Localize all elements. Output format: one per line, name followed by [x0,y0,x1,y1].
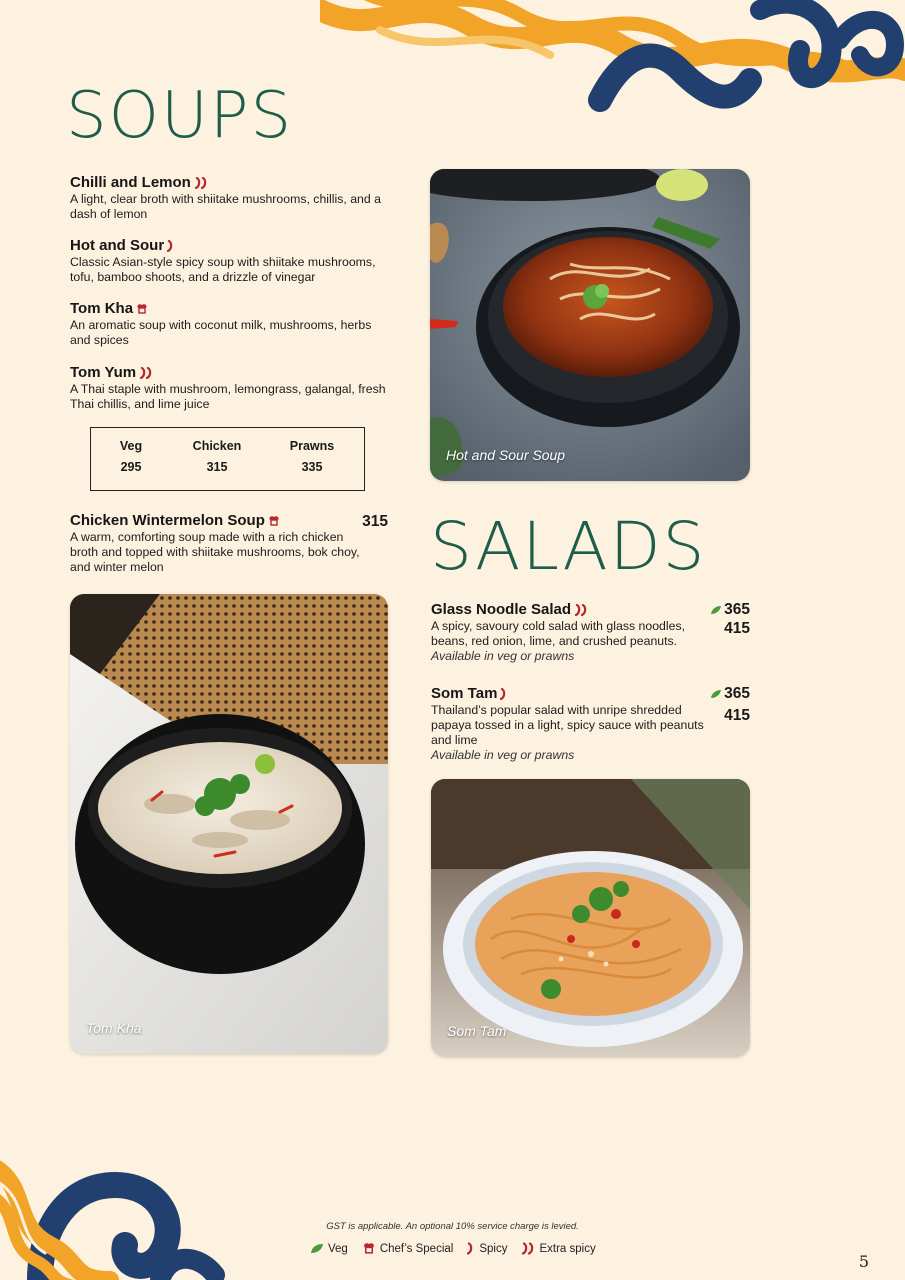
legend-label: Spicy [479,1242,508,1255]
item-price: 315 [362,513,388,530]
veg-price: 365 [724,685,750,702]
veg-leaf-icon [310,1243,324,1254]
menu-item-chicken-wintermelon-soup [70,512,370,575]
menu-item-som-tam [431,685,706,763]
salads-heading: SALADS [430,508,707,585]
soup-price-table [90,427,365,491]
item-description: A warm, comforting soup made with a rich chicken broth and topped with shiitake mushrooms, bok choy, and winter melon [70,530,360,574]
item-name: Glass Noodle Salad [431,601,572,618]
item-name: Tom Yum [70,364,137,381]
chefs-special-icon [362,1242,376,1255]
item-price: 415 [724,707,750,724]
icon-legend [310,1242,596,1255]
spicy-icon [500,688,508,700]
menu-item-tom-kha [70,300,390,348]
price-column-label: Chicken [192,439,242,453]
price-column-chicken [177,438,257,475]
menu-item-chilli-and-lemon [70,174,390,222]
item-description: A spicy, savoury cold salad with glass noodles, beans, red onion, lime, and crushed peanuts. [431,619,686,648]
extra-spicy-icon [194,177,208,189]
veg-leaf-icon [710,605,722,615]
photo-caption: Hot and Sour Soup [446,447,566,463]
extra-spicy-icon [574,604,588,616]
spicy-icon [467,1242,475,1255]
spicy-icon [167,240,175,252]
item-name: Chilli and Lemon [70,174,191,191]
legend-label: Chef’s Special [379,1242,454,1255]
item-description: Classic Asian-style spicy soup with shiitake mushrooms, tofu, bamboo shoots, and a drizzle of vinegar [70,255,376,284]
menu-item-glass-noodle-salad [431,601,706,664]
price-column-value: 335 [301,460,323,474]
item-description: A Thai staple with mushroom, lemongrass, galangal, fresh Thai chillis, and lime juice [70,382,386,411]
item-price-block [700,684,750,725]
legend-label: Veg [328,1242,348,1255]
item-price-block [700,600,750,638]
price-column-veg [91,438,171,475]
chefs-special-icon [268,515,280,527]
photo-hot-and-sour-soup [430,169,750,481]
item-name: Som Tam [431,685,498,702]
menu-item-tom-yum [70,364,390,412]
item-name: Hot and Sour [70,237,165,254]
legend-item-veg [310,1243,348,1255]
photo-caption: Som Tam [447,1023,507,1039]
legend-item-extra-spicy [521,1242,595,1255]
decorative-noodle-swirl-bottom [0,1155,230,1280]
item-description: An aromatic soup with coconut milk, mushrooms, herbs and spices [70,318,372,347]
price-column-value: 315 [206,460,228,474]
item-availability-note: Available in veg or prawns [431,748,575,762]
photo-caption: Tom Kha [86,1020,142,1036]
price-column-prawns [272,438,352,475]
chefs-special-icon [136,303,148,315]
photo-som-tam [431,779,750,1057]
item-description: A light, clear broth with shiitake mushrooms, chillis, and a dash of lemon [70,192,381,221]
photo-tom-kha [70,594,388,1054]
item-name: Chicken Wintermelon Soup [70,512,265,529]
legend-item-chefs-special [362,1242,454,1255]
price-column-value: 295 [120,460,142,474]
extra-spicy-icon [139,367,153,379]
veg-price: 365 [724,601,750,618]
legend-label: Extra spicy [539,1242,596,1255]
service-charge-note: GST is applicable. An optional 10% service charge is levied. [326,1221,579,1232]
price-column-label: Prawns [289,439,335,453]
legend-item-spicy [467,1242,507,1255]
item-name: Tom Kha [70,300,134,317]
item-price: 415 [724,620,750,637]
item-availability-note: Available in veg or prawns [431,649,575,663]
decorative-noodle-swirl-top [320,0,905,130]
veg-leaf-icon [710,689,722,699]
page-number: 5 [858,1252,869,1271]
price-column-label: Veg [119,439,143,453]
soups-heading: SOUPS [66,79,294,153]
item-description: Thailand’s popular salad with unripe shredded papaya tossed in a light, spicy sauce with peanuts and lime [431,703,704,747]
extra-spicy-icon [521,1242,535,1255]
menu-item-hot-and-sour [70,237,390,285]
